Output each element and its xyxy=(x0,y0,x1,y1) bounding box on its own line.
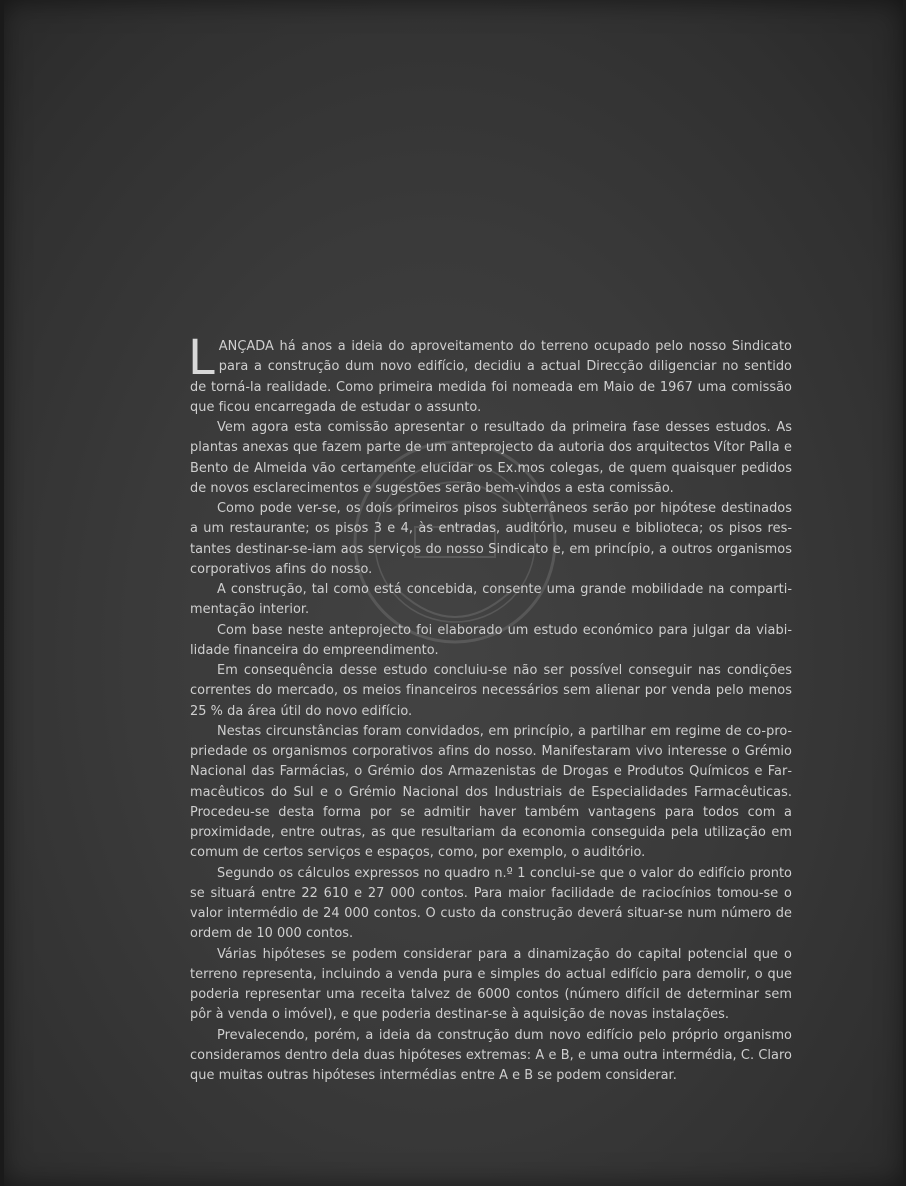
page-left-edge xyxy=(0,0,4,1186)
paragraph-5: Com base neste anteprojecto foi elaborado um estudo económico para julgar da viabilidade financeira do empreendimento. xyxy=(190,622,792,658)
paragraph-2: Vem agora esta comissão apresentar o resultado da primeira fase desses estudos. As plantas anexas que fazem parte de um anteprojecto da autoria dos arquitectos Vítor Palla e Bento de Almeida vão certamente elucidar os Ex.mos colegas, de quem quaisquer pedidos de novos esclarecimentos e sugestões serão bem-vindos a esta comissão. xyxy=(190,420,792,496)
paragraph-text: ANÇADA há anos a ideia do aproveitamento do terreno ocupado pelo nosso Sindicato para a construção dum novo edifício, decidiu a actual Direcção diligenciar no sentido de torná-la realidade. Como primeira medida foi nomeada em Maio de 1967 uma comissão que ficou encarregada de estudar o assunto. xyxy=(190,339,792,415)
paragraph-7: Nestas circunstâncias foram convidados, em princípio, a partilhar em regime de co-propriedade os organismos corporativos afins do nosso. Manifestaram vivo interesse o Grémio Nacional das Farmácias, o Grémio dos Armazenistas de Drogas e Produtos Químicos e Farmacêuticos do Sul e o Grémio Nacional dos Industriais de Especialidades Farmacêuticas. Procedeu-se desta forma por se admitir haver também vantagens para todos com a proximidade, entre outras, as que resultariam da economia conseguida pela utilização em comum de certos serviços e espaços, como, por exemplo, o auditório. xyxy=(190,723,792,861)
paragraph-10: Prevalecendo, porém, a ideia da construção dum novo edifício pelo próprio organismo consideramos dentro dela duas hipóteses extremas: A e B, e uma outra intermédia, C. Claro que muitas outras hipóteses intermédias entre A e B se podem considerar. xyxy=(190,1027,792,1083)
paragraph-9: Várias hipóteses se podem considerar para a dinamização do capital potencial que o terreno representa, incluindo a venda pura e simples do actual edifício para demolir, o que poderia representar uma receita talvez de 6000 contos (número difícil de determinar sem pôr à venda o imóvel), e que poderia destinar-se à aquisição de novas instalações. xyxy=(190,946,792,1023)
paragraph-8: Segundo os cálculos expressos no quadro n.º 1 conclui-se que o valor do edifício pronto se situará entre 22 610 e 27 000 contos. Para maior facilidade de raciocínios tomou-se o valor intermédio de 24 000 contos. O custo da construção deverá situar-se num número de ordem de 10 000 contos. xyxy=(190,865,792,942)
paragraph-6: Em consequência desse estudo concluiu-se não ser possível conseguir nas condições correntes do mercado, os meios financeiros necessários sem alienar por venda pelo menos 25 % da área útil do novo edifício. xyxy=(190,663,792,719)
drop-cap: L xyxy=(188,330,215,386)
paragraph-4: A construção, tal como está concebida, consente uma grande mobilidade na compartimentação interior. xyxy=(190,582,792,618)
paragraph-3: Como pode ver-se, os dois primeiros pisos subterrâneos serão por hipótese destinados a um restaurante; os pisos 3 e 4, às entradas, auditório, museu e biblioteca; os pisos restantes destinar-se-iam aos serviços do nosso Sindicato e, em princípio, a outros organismos corporativos afins do nosso. xyxy=(190,501,792,577)
paragraph-1 xyxy=(188,330,792,418)
article-body xyxy=(188,330,792,1086)
